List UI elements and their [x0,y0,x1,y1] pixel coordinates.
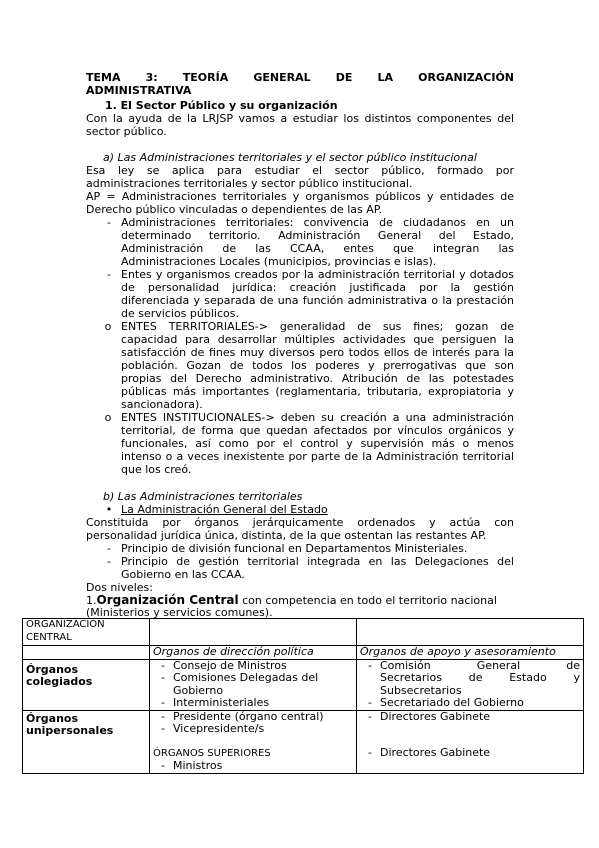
word: General [476,658,521,672]
dash-bullet: - [368,696,372,709]
dash-bullet: - [161,658,165,672]
list-item-line: funcionales, así como por el control y supervisión más o menos [121,437,514,450]
organos-superiores-heading: ÓRGANOS SUPERIORES [153,747,271,759]
organization-table [22,618,584,774]
list-item-line: ENTES TERRITORIALES-> generalidad de sus fines; gozan de [121,320,514,333]
paragraph-line: personalidad jurídica única, distinta, de la que ostentan las restantes AP. [86,529,487,542]
list-item-line: Administraciones Locales (municipios, provincias e islas). [121,255,437,268]
table-cell [150,659,357,710]
bullet-icon: • [105,503,113,516]
list-item [153,697,353,710]
list-item-text: Interministeriales [173,696,270,709]
list-item-line: de personalidad jurídica: creación justificada por la gestión [121,281,514,294]
list-item-line: Principio de gestión territorial integrada en las Delegaciones del [121,555,514,568]
table-cell [357,659,584,710]
paragraph-line: Derecho público vinculadas o dependientes de las AP. [86,203,383,216]
word: de [468,671,483,684]
dash-bullet: - [161,759,165,772]
list-item-line: Principio de división funcional en Departamentos Ministeriales. [121,542,468,555]
column-header-apoyo: Órganos de apoyo y asesoramiento [357,646,584,660]
org-central-text: con competencia en todo el territorio nacional [238,594,497,607]
list-item-text: Subsecretarios [380,683,462,697]
list-item [360,711,580,724]
paragraph-line: (Ministerios y servicios comunes). [86,606,273,619]
section-heading: 1. El Sector Público y su organización [105,99,338,112]
table-cell [357,710,584,773]
word: Secretarios [380,671,442,684]
dash-bullet: - [161,696,165,709]
org-number: 1. [86,594,97,607]
subheading-a: a) Las Administraciones territoriales y el sector público institucional [103,151,477,164]
table-row [23,659,584,710]
dash-bullet: - [368,658,372,672]
column-header-direccion: Órganos de dirección política [150,646,357,660]
table-row [23,710,584,773]
paragraph-line: Con la ayuda de la LRJSP vamos a estudiar los distintos componentes del [86,112,514,125]
paragraph-line: Esa ley se aplica para estudiar el sector público, formado por [86,164,514,177]
list-item-text: Presidente (órgano central) [173,709,324,723]
dash-bullet: - [161,722,165,735]
spacer [360,723,580,747]
list-item-text: Directores Gabinete [380,709,491,723]
list-item-line: población. Gozan de todos los poderes y prerrogativas que son [121,359,514,372]
list-item-line: públicas más importantes (reglamentaria, tributaria, expropiatoria y [121,385,514,398]
table-header-cell: ORGANIZACIÓN CENTRAL [23,619,150,646]
list-item [153,672,353,697]
list-item-line: Administraciones territoriales: convivencia de ciudadanos en un [121,216,514,229]
list-item-line: satisfacción de fines muy diversos pero todos ellos de interés para la [121,346,514,359]
dash-bullet: - [107,542,111,555]
dash-bullet: - [107,555,111,568]
list-item-line: de servicios públicos. [121,307,239,320]
list-item-line: Administración de las CCAA, entes que integran las [121,242,514,255]
list-item-line: diferenciada y separada de una función administrativa o la prestación [121,294,514,307]
list-item-line: sancionadora). [121,398,203,411]
circle-bullet-icon: o [104,411,112,424]
list-item-line: Gobierno en las CCAA. [121,568,245,581]
subheading-b: b) Las Administraciones territoriales [103,490,303,503]
table-row [23,646,584,660]
dash-bullet: - [107,268,111,281]
org-central-title: Organización Central [96,593,239,607]
word: y [573,671,580,684]
list-item-line: territorial, de forma que quedan afectados por vínculos orgánicos y [121,424,514,437]
list-item [153,723,353,736]
word: Estado [509,671,547,684]
list-item [360,747,580,760]
list-item [360,660,580,698]
list-item-text: Consejo de Ministros [173,658,287,672]
paragraph-line: administraciones territoriales y sector público institucional. [86,177,413,190]
dash-bullet: - [368,709,372,723]
paragraph-line: Constituida por órganos jerárquicamente ordenados y actúa con [86,516,514,529]
dash-bullet: - [161,709,165,723]
table-row [23,619,584,646]
list-item-text: Directores Gabinete [380,746,491,759]
title-line-1: TEMA 3: TEORÍA GENERAL DE LA ORGANIZACIÓN [86,71,514,84]
list-item-line: capacidad para desarrollar múltiples actividades que persiguen la [121,333,514,346]
table-cell [23,646,150,660]
word: de [566,658,580,672]
list-item-line: propias del Derecho administrativo. Atribución de las potestades [121,372,514,385]
list-item-text: Vicepresidente/s [173,722,265,735]
spacer [153,736,353,748]
paragraph-line: AP = Administraciones territoriales y organismos públicos y entidades de [86,190,514,203]
list-item-text: Ministros [173,759,223,772]
circle-bullet-icon: o [104,320,112,333]
dash-bullet: - [368,746,372,759]
list-item-text: Comisiones Delegadas del Gobierno [173,671,319,697]
dash-bullet: - [107,216,111,229]
list-item-line: determinado territorio. Administración General del Estado, [121,229,514,242]
table-header-cell [357,619,584,646]
list-item-line: Entes y organismos creados por la administración territorial y dotados [121,268,514,281]
title-line-2: ADMINISTRATIVA [86,84,192,97]
dash-bullet: - [161,671,165,684]
word: Comisión [380,658,431,672]
underlined-heading: La Administración General del Estado [121,503,328,516]
list-item [153,760,353,773]
row-label: Órganos colegiados [23,659,150,710]
paragraph-line: sector público. [86,125,167,138]
list-item-line: intenso o a veces inexistente por parte de la Administración territorial [121,450,514,463]
table-cell [150,710,357,773]
row-label: Órganos unipersonales [23,710,150,773]
list-item-line: ENTES INSTITUCIONALES-> deben su creación a una administración [121,411,514,424]
list-item [360,697,580,710]
table-header-cell [150,619,357,646]
list-item-text: Secretariado del Gobierno [380,696,524,709]
justified-line [380,672,580,685]
list-item-line: que los creó. [121,463,192,476]
paragraph-line: Dos niveles: [86,581,153,594]
